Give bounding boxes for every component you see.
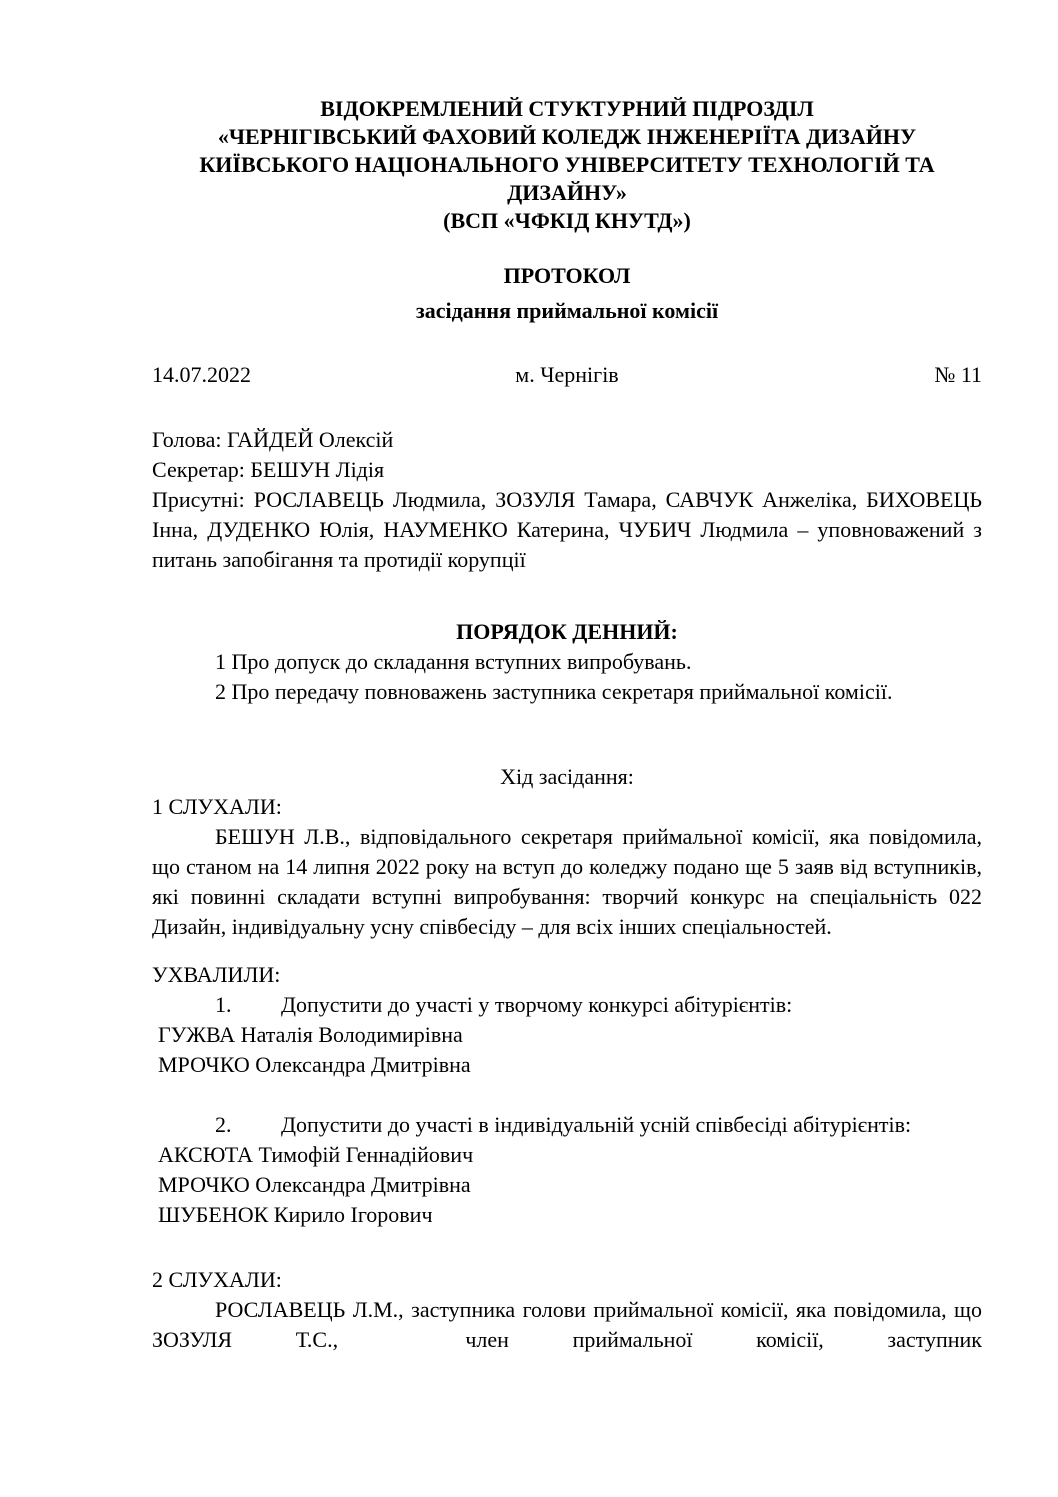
heard-1-paragraph: БЕШУН Л.В., відповідального секретаря приймальної комісії, яка повідомила, що станом на 14 липня 2022 року на вступ до коледжу подано ще 5 заяв від вступників, які повинні складати вступні випробування: творчий конкурс на спеціальність 022 Дизайн, індивідуальну усну співбесіду – для всіх інших спеціальностей. [152, 824, 982, 939]
document-subtitle: засідання приймальної комісії [415, 298, 719, 323]
resolution-item-2 [152, 1110, 982, 1140]
applicant-name: МРОЧКО Олександра Дмитрівна [158, 1052, 471, 1077]
resolution-item-1 [152, 990, 982, 1020]
agenda-item-2: 2 Про передачу повноважень заступника секретаря приймальної комісії. [215, 679, 893, 704]
proceedings-title: Хід засідання: [500, 764, 634, 789]
org-header-line-3: КИЇВСЬКОГО НАЦІОНАЛЬНОГО УНІВЕРСИТЕТУ ТЕХНОЛОГІЙ ТА [199, 152, 935, 177]
applicant-name: ШУБЕНОК Кирило Ігорович [158, 1202, 433, 1227]
document-meta-row [152, 360, 982, 390]
officials-block [152, 425, 982, 575]
heard-1-label: 1 СЛУХАЛИ: [152, 794, 282, 819]
resolution-item-1-text: Допустити до участі у творчому конкурсі абітурієнтів: [281, 992, 793, 1017]
agenda-title: ПОРЯДОК ДЕННИЙ: [456, 619, 678, 644]
resolution-item-2-text: Допустити до участі в індивідуальній усній співбесіді абітурієнтів: [281, 1112, 912, 1137]
document-title: ПРОТОКОЛ [503, 263, 631, 288]
chairman-line: Голова: ГАЙДЕЙ Олексій [152, 427, 394, 452]
agenda-item-1: 1 Про допуск до складання вступних випробувань. [215, 649, 692, 674]
organization-header [152, 95, 982, 235]
org-header-line-4: ДИЗАЙНУ» [507, 180, 627, 205]
org-header-line-5: (ВСП «ЧФКІД КНУТД») [443, 208, 691, 233]
document-place: м. Чернігів [515, 362, 619, 387]
applicant-name: АКСЮТА Тимофій Геннадійович [158, 1142, 474, 1167]
heard-2-label: 2 СЛУХАЛИ: [152, 1267, 282, 1292]
document-number: № 11 [934, 362, 983, 387]
resolution-item-1-number: 1. [215, 992, 232, 1017]
applicant-name: ГУЖВА Наталія Володимирівна [158, 1022, 463, 1047]
attendees-paragraph: Присутні: РОСЛАВЕЦЬ Людмила, ЗОЗУЛЯ Тамара, САВЧУК Анжеліка, БИХОВЕЦЬ Інна, ДУДЕНКО Юлія, НАУМЕНКО Катерина, ЧУБИЧ Людмила – уповноважений з питань запобігання та протидії корупції [152, 487, 982, 572]
secretary-line: Секретар: БЕШУН Лідія [152, 457, 385, 482]
resolved-label: УХВАЛИЛИ: [152, 962, 281, 987]
resolution-item-2-number: 2. [215, 1112, 232, 1137]
applicant-name: МРОЧКО Олександра Дмитрівна [158, 1172, 471, 1197]
heard-2-paragraph: РОСЛАВЕЦЬ Л.М., заступника голови приймальної комісії, яка повідомила, що ЗОЗУЛЯ Т.С., член приймальної комісії, заступник [152, 1297, 982, 1352]
org-header-line-2: «ЧЕРНІГІВСЬКИЙ ФАХОВИЙ КОЛЕДЖ ІНЖЕНЕРІЇТА ДИЗАЙНУ [217, 124, 917, 149]
org-header-line-1: ВІДОКРЕМЛЕНИЙ СТУКТУРНИЙ ПІДРОЗДІЛ [320, 96, 814, 121]
document-date: 14.07.2022 [152, 362, 251, 387]
